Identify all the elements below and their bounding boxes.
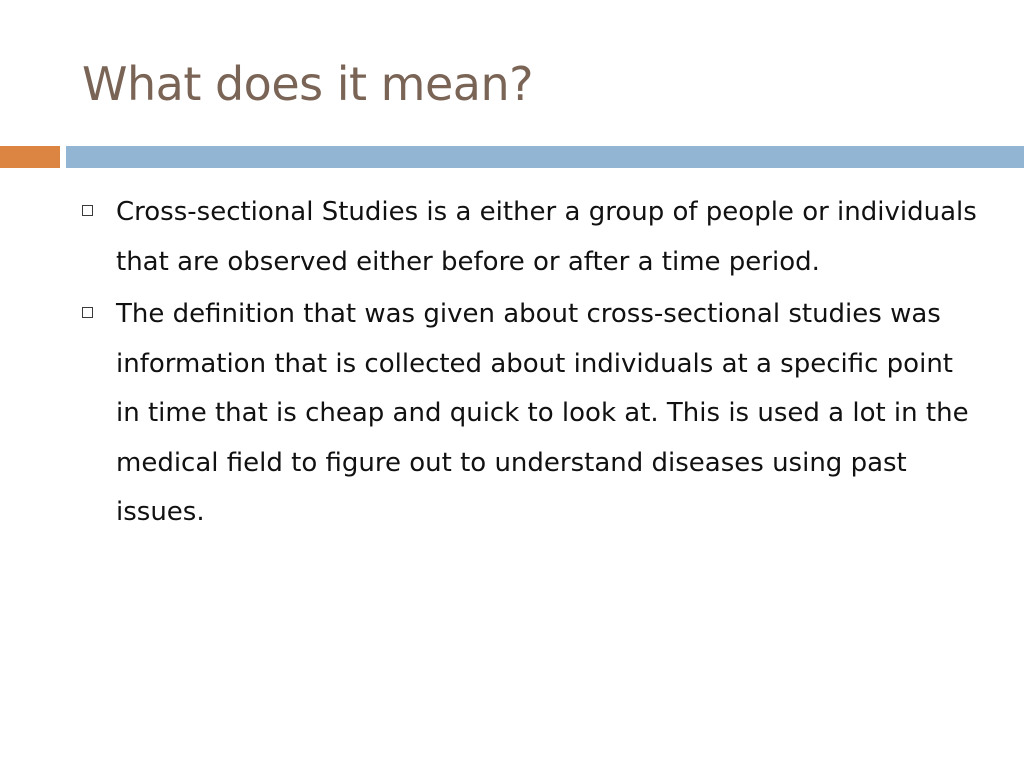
bullet-list <box>82 188 982 541</box>
slide-title: What does it mean? <box>82 57 534 111</box>
accent-bar-orange <box>0 146 60 168</box>
square-bullet-icon <box>82 307 93 318</box>
square-bullet-icon <box>82 205 93 216</box>
bullet-text: Cross-sectional Studies is a either a group of people or individuals that are observed either before or after a time period. <box>116 197 977 277</box>
accent-bar-blue <box>66 146 1024 168</box>
bullet-item <box>82 290 982 538</box>
bullet-text: The definition that was given about cross-sectional studies was information that is collected about individuals at a specific point in time that is cheap and quick to look at. This is used a lot in the medical field to figure out to understand diseases using past issues. <box>116 299 969 527</box>
bullet-item <box>82 188 982 287</box>
